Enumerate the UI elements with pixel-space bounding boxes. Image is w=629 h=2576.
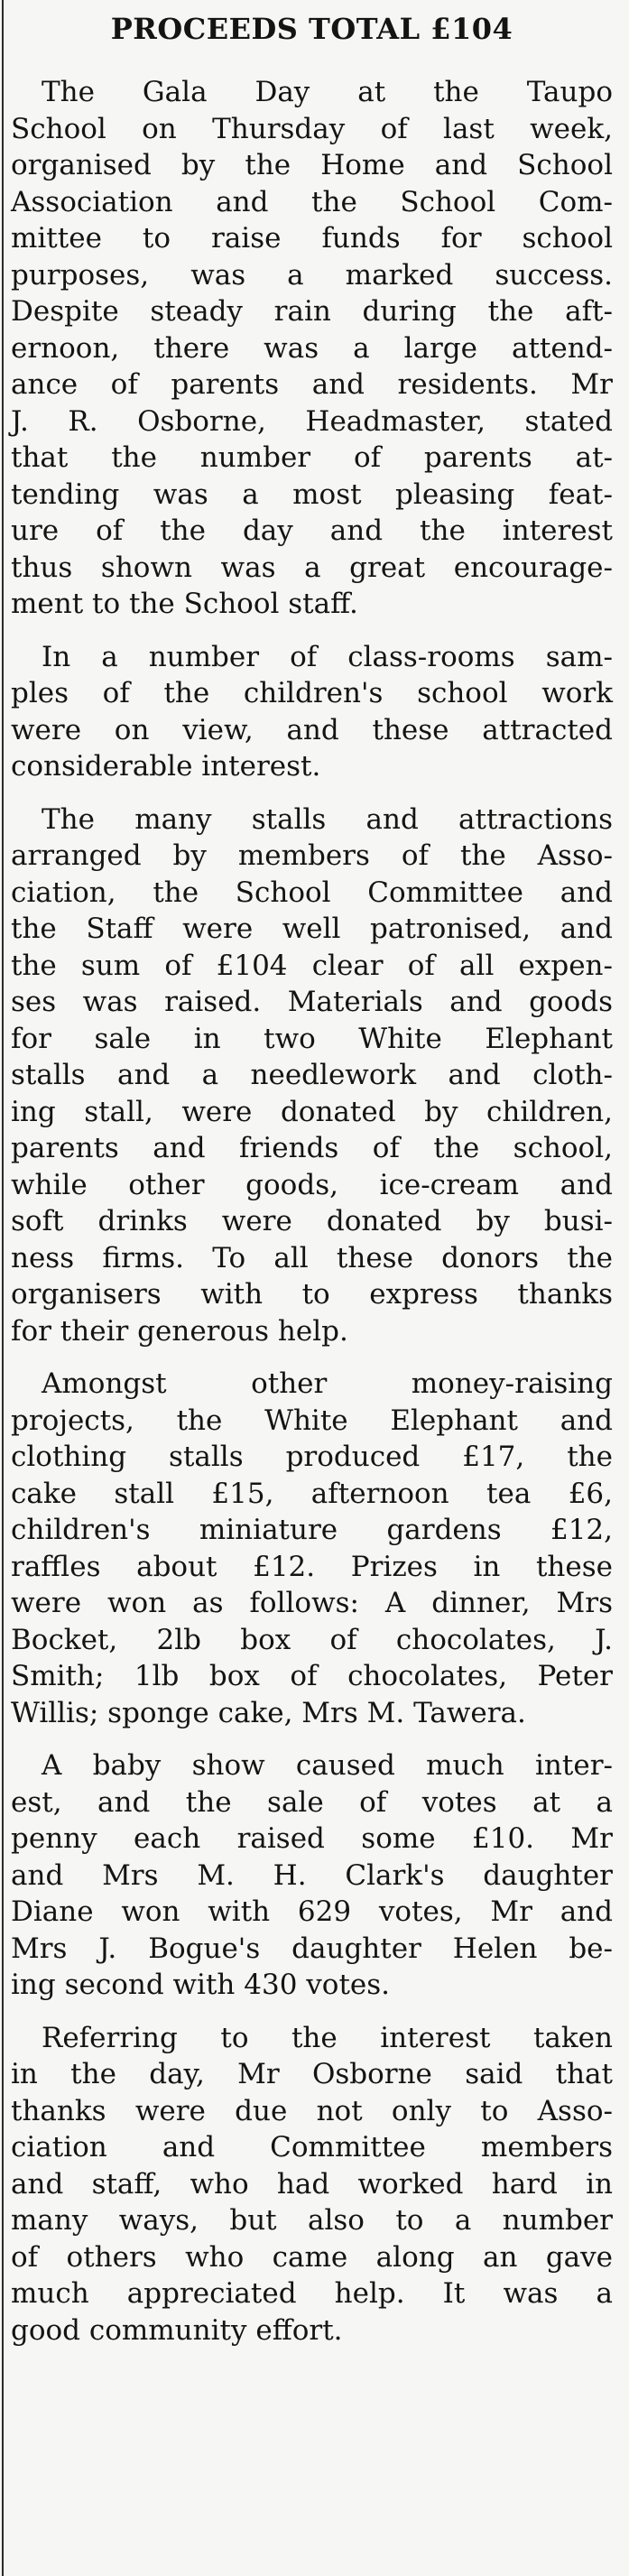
text-line: ing stall, were donated by children, [11, 1095, 613, 1128]
text-line: the sum of £104 clear of all expen- [11, 949, 613, 982]
text-line: ses was raised. Materials and goods [11, 986, 613, 1018]
text-line: projects, the White Elephant and [11, 1404, 613, 1437]
text-line: raffles about £12. Prizes in these [11, 1550, 613, 1583]
article-paragraph [11, 2020, 613, 2349]
text-line: in the day, Mr Osborne said that [11, 2058, 613, 2090]
text-line: ance of parents and residents. Mr [11, 368, 613, 401]
text-line: Amongst other money-raising [42, 1367, 613, 1400]
text-line: and Mrs M. H. Clark's daughter [11, 1858, 613, 1892]
text-line: cake stall £15, afternoon tea £6, [11, 1477, 613, 1510]
text-line: soft drinks were donated by busi- [11, 1205, 613, 1237]
text-line: children's miniature gardens £12, [11, 1514, 613, 1546]
text-line: ness firms. To all these donors the [11, 1241, 613, 1274]
text-line: were won as follows: A dinner, Mrs [11, 1587, 613, 1619]
text-line: The Gala Day at the Taupo [42, 76, 613, 108]
text-line: thus shown was a great encourage- [11, 551, 613, 584]
text-line: that the number of parents at- [11, 441, 613, 474]
text-line: ciation, the School Committee and [11, 876, 613, 909]
text-line: the Staff were well patronised, and [11, 913, 613, 945]
text-line: ing second with 430 votes. [11, 1969, 391, 2001]
text-line: stalls and a needlework and cloth- [11, 1059, 613, 1091]
text-line: Willis; sponge cake, Mrs M. Tawera. [11, 1696, 526, 1729]
text-line: organisers with to express thanks [11, 1278, 613, 1311]
text-line: est, and the sale of votes at a [11, 1785, 613, 1819]
text-line: thanks were due not only to Asso- [11, 2094, 613, 2127]
text-line: good community effort. [11, 2313, 343, 2347]
text-line: ment to the School staff. [11, 588, 358, 620]
text-line: Smith; 1lb box of chocolates, Peter [11, 1660, 613, 1692]
text-line: many ways, but also to a number [11, 2204, 613, 2237]
text-line: ples of the children's school work [11, 677, 613, 709]
text-line: penny each raised some £10. Mr [11, 1822, 613, 1855]
text-line: organised by the Home and School [11, 149, 613, 181]
text-line: Association and the School Com- [11, 185, 613, 218]
text-line: Mrs J. Bogue's daughter Helen be- [11, 1932, 613, 1965]
text-line: much appreciated help. It was a [11, 2277, 613, 2310]
text-line: for sale in two White Elephant [11, 1022, 613, 1055]
text-line: and staff, who had worked hard in [11, 2167, 613, 2201]
text-line: parents and friends of the school, [11, 1132, 613, 1164]
headline: PROCEEDS TOTAL £104 [110, 12, 513, 46]
article-paragraph [11, 802, 613, 1350]
text-line: Despite steady rain during the aft- [11, 295, 613, 328]
text-line: ure of the day and the interest [11, 514, 613, 547]
text-line: clothing stalls produced £17, the [11, 1441, 613, 1473]
article-paragraph [11, 74, 613, 623]
text-line: tending was a most pleasing feat- [11, 477, 613, 511]
text-line: mittee to raise funds for school [11, 222, 613, 255]
text-line: School on Thursday of last week, [11, 112, 613, 145]
article-paragraph [11, 639, 613, 785]
text-line: of others who came along an gave [11, 2240, 613, 2274]
text-line: J. R. Osborne, Headmaster, stated [11, 404, 613, 438]
text-line: ernoon, there was a large attend- [11, 331, 613, 365]
text-line: were on view, and these attracted [11, 713, 613, 746]
text-line: for their generous help. [11, 1314, 348, 1348]
article-paragraph [11, 1747, 613, 2004]
text-line: Referring to the interest taken [42, 2021, 613, 2054]
text-line: while other goods, ice-cream and [11, 1168, 613, 1201]
text-line: ciation and Committee members [11, 2131, 613, 2164]
text-line: The many stalls and attractions [42, 802, 613, 836]
text-line: In a number of class-rooms sam- [42, 640, 613, 673]
text-line: purposes, was a marked success. [11, 258, 613, 292]
text-line: A baby show caused much inter- [42, 1749, 613, 1782]
article-body [11, 74, 613, 2349]
text-line: considerable interest. [11, 750, 321, 783]
text-line: Bocket, 2lb box of chocolates, J. [11, 1623, 613, 1656]
article-paragraph [11, 1366, 613, 1731]
text-line: Diane won with 629 votes, Mr and [11, 1895, 613, 1928]
column-rule [2, 0, 4, 2576]
text-line: arranged by members of the Asso- [11, 839, 613, 872]
